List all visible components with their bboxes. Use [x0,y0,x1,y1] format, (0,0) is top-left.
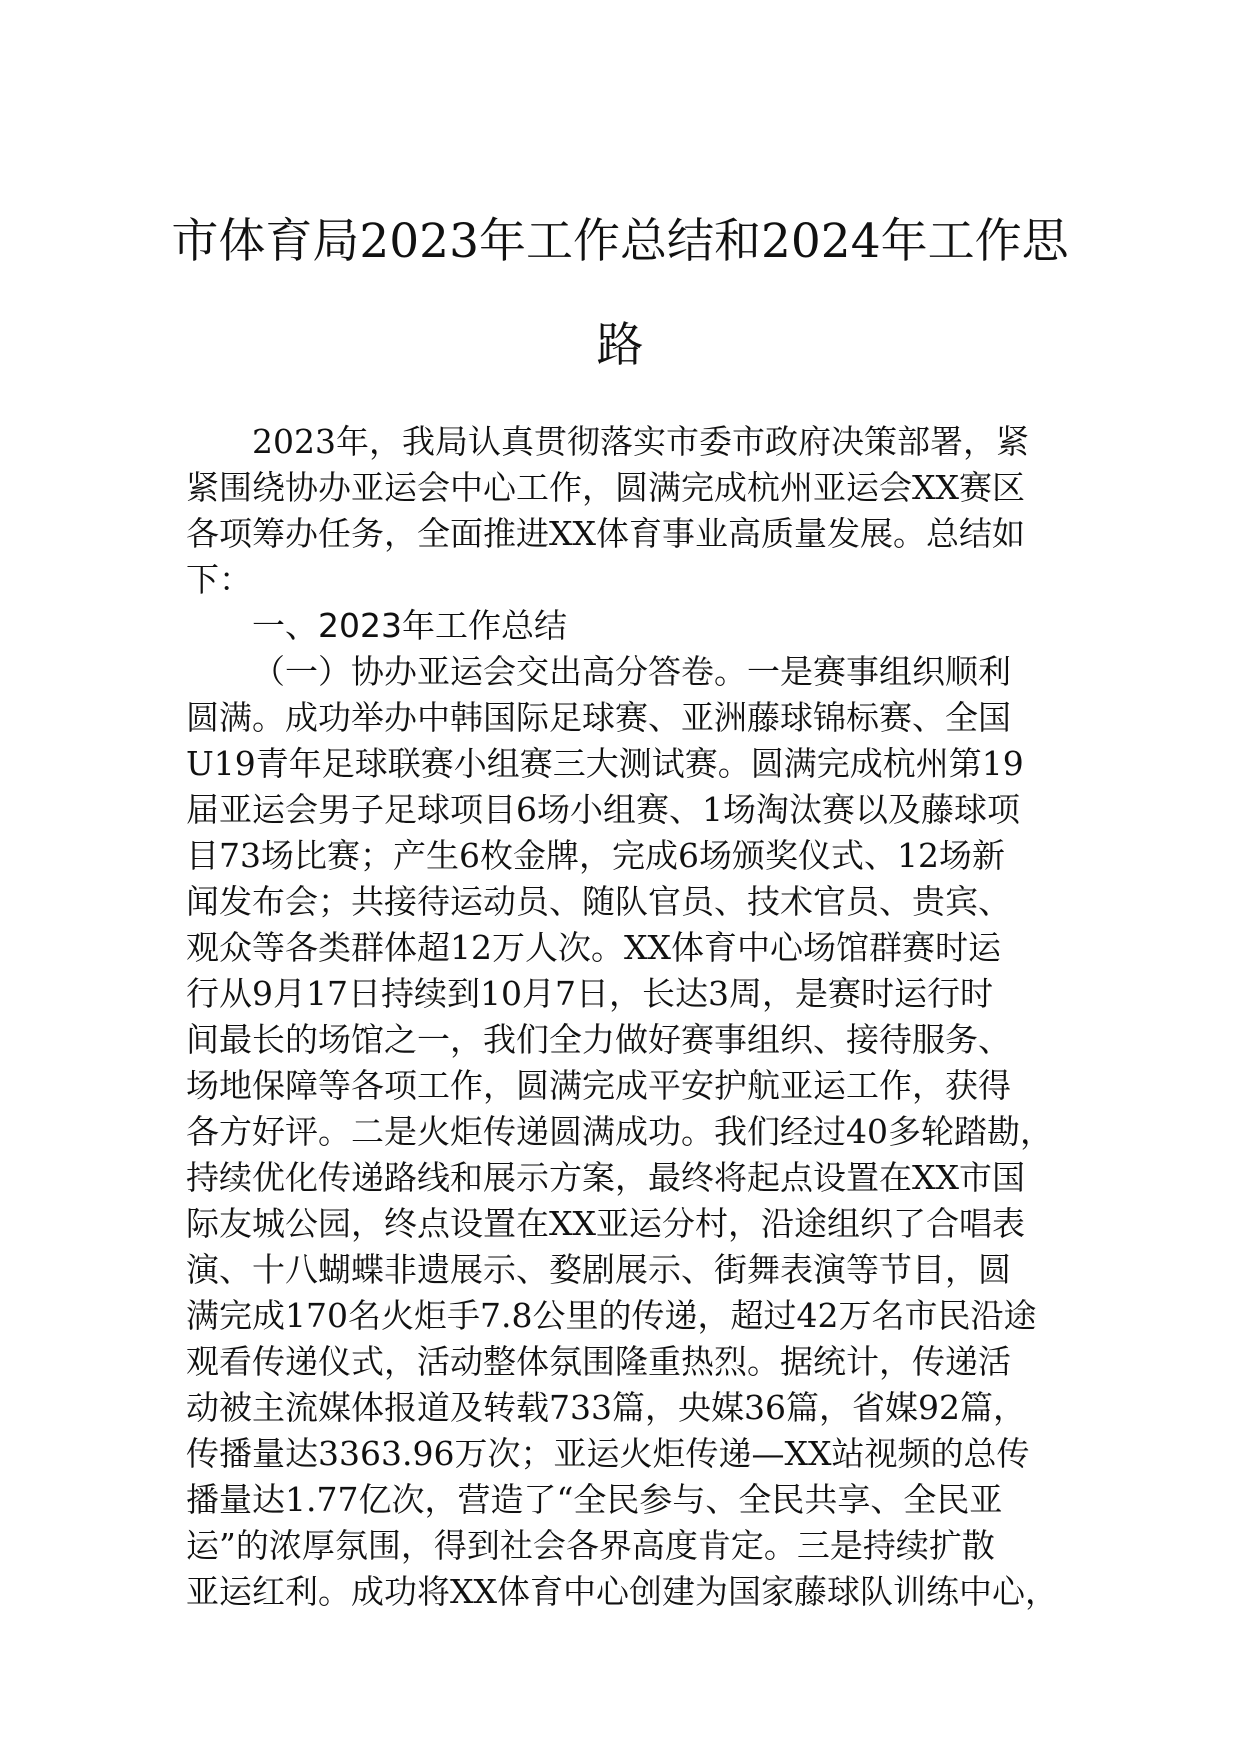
section-paragraph [186,649,1086,1615]
text-line: 届亚运会男子足球项目6场小组赛、1场淘汰赛以及藤球项 [186,790,1020,829]
text-line: 间最长的场馆之一，我们全力做好赛事组织、接待服务、 [186,1020,1011,1059]
text-line: 下： [186,560,252,599]
text-line: 观看传递仪式，活动整体氛围隆重热烈。据统计，传递活 [186,1342,1011,1381]
text-line: （一）协办亚运会交出高分答卷。一是赛事组织顺利 [252,652,1011,691]
document-title [150,190,1090,398]
text-line: 亚运红利。成功将XX体育中心创建为国家藤球队训练中心， [186,1572,1058,1611]
document-body [186,419,1086,1615]
text-line: 各项筹办任务，全面推进XX体育事业高质量发展。总结如 [186,514,1025,553]
text-line: 动被主流媒体报道及转载733篇，央媒36篇，省媒92篇， [186,1388,1026,1427]
text-line: 传播量达3363.96万次；亚运火炬传递—XX站视频的总传 [186,1434,1030,1473]
text-line: 观众等各类群体超12万人次。XX体育中心场馆群赛时运 [186,928,1001,967]
text-line: 际友城公园，终点设置在XX亚运分村，沿途组织了合唱表 [186,1204,1025,1243]
text-line: 目73场比赛；产生6枚金牌，完成6场颁奖仪式、12场新 [186,836,1005,875]
text-line: 演、十八蝴蝶非遗展示、婺剧展示、街舞表演等节目，圆 [186,1250,1011,1289]
text-line: 2023年，我局认真贯彻落实市委市政府决策部署，紧 [252,422,1029,461]
text-line: 持续优化传递路线和展示方案，最终将起点设置在XX市国 [186,1158,1025,1197]
text-line: U19青年足球联赛小组赛三大测试赛。圆满完成杭州第19 [186,744,1024,783]
title-line: 市体育局2023年工作总结和2024年工作思 [171,214,1069,269]
text-line: 运”的浓厚氛围，得到社会各界高度肯定。三是持续扩散 [186,1526,995,1565]
text-line: 紧围绕协办亚运会中心工作，圆满完成杭州亚运会XX赛区 [186,468,1025,507]
text-line: 场地保障等各项工作，圆满完成平安护航亚运工作，获得 [186,1066,1011,1105]
section-heading: 一、2023年工作总结 [252,606,567,645]
text-line: 各方好评。二是火炬传递圆满成功。我们经过40多轮踏勘， [186,1112,1053,1151]
title-line: 路 [596,318,644,373]
intro-paragraph [186,419,1086,603]
text-line: 行从9月17日持续到10月7日，长达3周，是赛时运行时 [186,974,993,1013]
text-line: 满完成170名火炬手7.8公里的传递，超过42万名市民沿途 [186,1296,1037,1335]
text-line: 圆满。成功举办中韩国际足球赛、亚洲藤球锦标赛、全国 [186,698,1011,737]
text-line: 闻发布会；共接待运动员、随队官员、技术官员、贵宾、 [186,882,1011,921]
text-line: 播量达1.77亿次，营造了“全民参与、全民共享、全民亚 [186,1480,1003,1519]
